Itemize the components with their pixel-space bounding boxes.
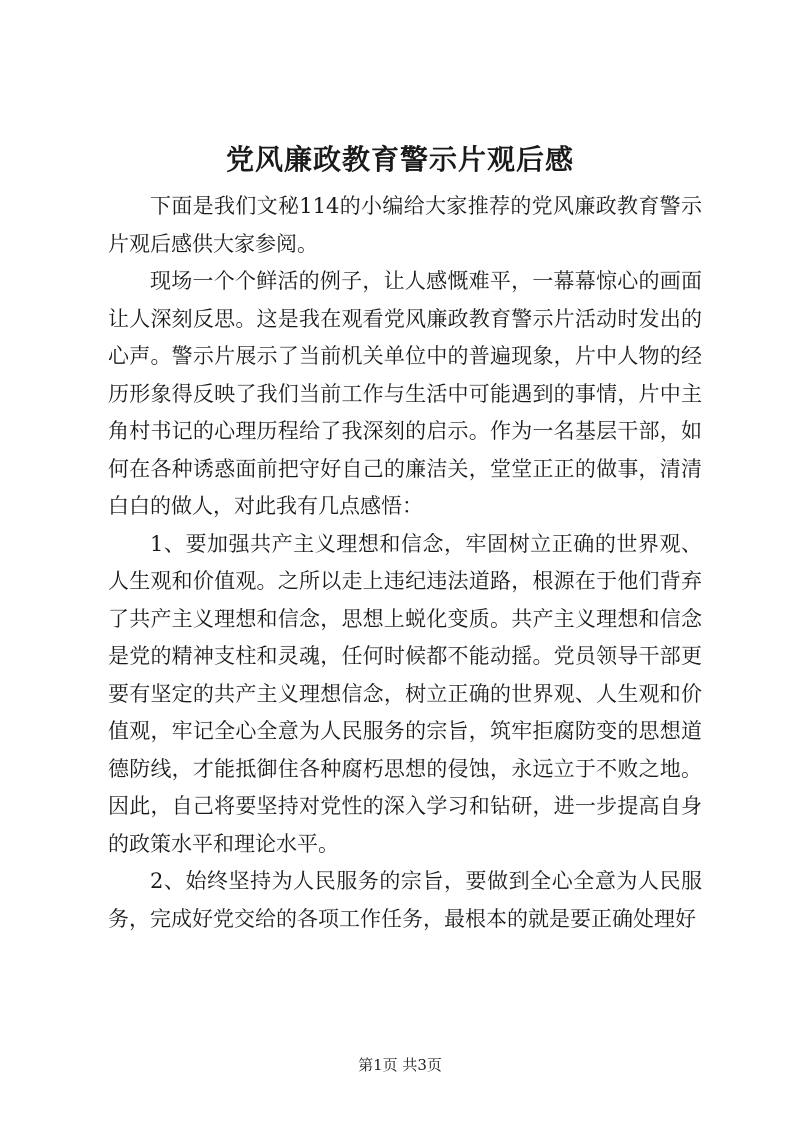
- paragraph-point-1: 1、要加强共产主义理想和信念，牢固树立正确的世界观、人生观和价值观。之所以走上违纪违法道路，根源在于他们背弃了共产主义理想和信念，思想上蜕化变质。共产主义理想和信念是党的精神支柱和灵魂，任何时候都不能动摇。党员领导干部更要有坚定的共产主义理想信念，树立正确的世界观、人生观和价值观，牢记全心全意为人民服务的宗旨，筑牢拒腐防变的思想道德防线，才能抵御住各种腐朽思想的侵蚀，永远立于不败之地。因此，自己将要坚持对党性的深入学习和钻研，进一步提高自身的政策水平和理论水平。: [108, 531, 702, 856]
- paragraph-reflection: 现场一个个鲜活的例子，让人感慨难平，一幕幕惊心的画面让人深刻反思。这是我在观看党风廉政教育警示片活动时发出的心声。警示片展示了当前机关单位中的普遍现象，片中人物的经历形象得反映了我们当前工作与生活中可能遇到的事情，片中主角村书记的心理历程给了我深刻的启示。作为一名基层干部，如何在各种诱惑面前把守好自己的廉洁关，堂堂正正的做事，清清白白的做人，对此我有几点感悟：: [108, 269, 702, 518]
- document-title: 党风廉政教育警示片观后感: [225, 143, 574, 176]
- paragraph-point-2: 2、始终坚持为人民服务的宗旨，要做到全心全意为人民服务，完成好党交给的各项工作任务，最根本的就是要正确处理好: [108, 869, 702, 931]
- page-number: 第1页 共3页: [358, 1056, 442, 1074]
- document-body: [108, 188, 702, 938]
- paragraph-intro: 下面是我们文秘114的小编给大家推荐的党风廉政教育警示片观后感供大家参阅。: [108, 194, 702, 256]
